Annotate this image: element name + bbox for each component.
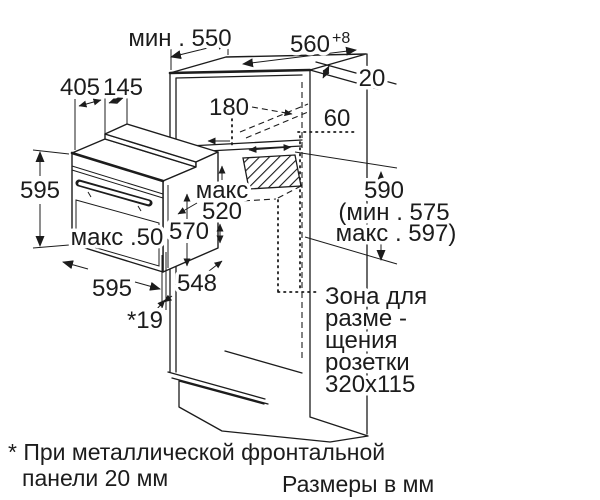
dim-niche-width-tolerance: +8 <box>332 30 351 47</box>
dim-oven-width-label: 595 <box>91 275 133 302</box>
footnote-line1: * При металлической фронтальной <box>8 439 386 465</box>
dim-niche-width-label: 560 <box>289 31 330 58</box>
units-note: Размеры в мм <box>282 471 435 497</box>
socket-zone-line1: Зона для <box>325 283 428 310</box>
dim-upper-compartment <box>208 94 292 141</box>
dim-rear-gap-label: 20 <box>358 65 386 92</box>
dim-insert-max-word: макс <box>195 177 249 204</box>
dim-niche-height-max: макс . 597) <box>335 220 457 247</box>
footnote-line2: панели 20 мм <box>22 465 169 491</box>
dim-niche-height-min: (мин . 575 <box>338 199 450 226</box>
socket-zone-line5: 320x115 <box>325 371 416 398</box>
vent-hatch-area <box>243 155 301 189</box>
dim-front-overhang-label: макс .50 <box>70 224 164 251</box>
dim-rear-gap <box>323 65 385 92</box>
dim-oven-body-height-label: 570 <box>168 218 210 245</box>
dim-top-front-label: 405 <box>59 74 101 101</box>
dim-niche-height <box>295 152 456 264</box>
dim-vent-offset <box>324 105 351 132</box>
socket-zone-line4: розетки <box>325 349 410 376</box>
socket-zone-line3: щения <box>325 327 398 354</box>
dim-cabinet-depth-min-label: мин . 550 <box>128 25 232 52</box>
footnotes <box>8 439 434 497</box>
socket-zone-line2: разме - <box>325 305 407 332</box>
dim-top-rear-label: 145 <box>102 74 144 101</box>
dim-oven-body-depth-label: 548 <box>176 270 218 297</box>
socket-zone-text <box>325 283 427 398</box>
dim-front-panel-ref-label: *19 <box>126 307 164 334</box>
dim-oven-front-height <box>20 150 69 248</box>
dim-oven-front-height-label: 595 <box>19 177 61 204</box>
dim-vent-offset-label: 60 <box>323 105 351 132</box>
dim-niche-height-label: 590 <box>363 177 405 204</box>
dim-front-overhang <box>71 224 164 251</box>
dim-front-panel-ref <box>127 300 165 334</box>
dim-oven-width <box>63 262 160 302</box>
dim-upper-compartment-label: 180 <box>208 94 250 121</box>
dim-insert-max-value: 520 <box>201 198 243 225</box>
